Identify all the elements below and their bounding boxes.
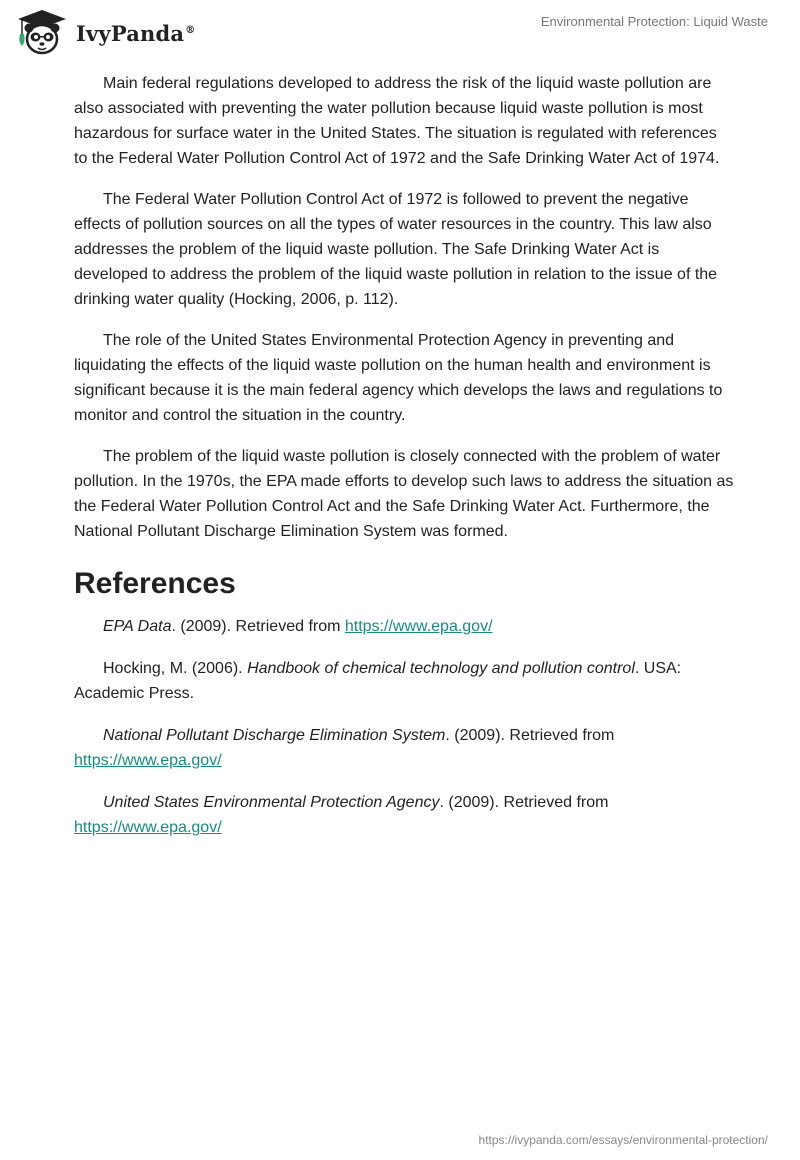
reference-item: National Pollutant Discharge Elimination System. (2009). Retrieved from https://www.epa.gov/ — [74, 727, 615, 769]
references-heading: References — [74, 567, 236, 600]
logo-wordmark: IvyPanda® — [76, 20, 196, 46]
source-url[interactable]: https://ivypanda.com/essays/environmental-protection/ — [478, 1133, 768, 1147]
panda-mascot-icon — [14, 8, 70, 56]
body-paragraph: The Federal Water Pollution Control Act of 1972 is followed to prevent the negative effects of pollution sources on all the types of water resources in the country. This law also addresses the problem of the liquid waste pollution. The Safe Drinking Water Act is developed to address the problem of the liquid waste pollution in relation to the issue of the drinking water quality (Hocking, 2006, p. 112). — [74, 191, 718, 308]
page-header — [0, 0, 800, 64]
body-paragraph: Main federal regulations developed to address the risk of the liquid waste pollution are also associated with preventing the water pollution because liquid waste pollution is most hazardous for surface water in the United States. The situation is regulated with references to the Federal Water Pollution Control Act of 1972 and the Safe Drinking Water Act of 1974. — [74, 75, 720, 167]
ivypanda-logo[interactable] — [14, 8, 195, 56]
essay-content — [74, 71, 734, 857]
reference-link[interactable]: https://www.epa.gov/ — [74, 752, 222, 769]
reference-title: Handbook of chemical technology and pollution control — [247, 660, 635, 677]
body-paragraph: The role of the United States Environmental Protection Agency in preventing and liquidating the effects of the liquid waste pollution on the human health and environment is significant because it is the main federal agency which develops the laws and regulations to monitor and control the situation in the country. — [74, 332, 723, 424]
reference-title: United States Environmental Protection Agency — [103, 794, 440, 811]
reference-item: United States Environmental Protection Agency. (2009). Retrieved from https://www.epa.gov/ — [74, 794, 609, 836]
document-title: Environmental Protection: Liquid Waste — [540, 14, 768, 29]
reference-item: Hocking, M. (2006). Handbook of chemical technology and pollution control. USA: Academic Press. — [74, 660, 682, 702]
reference-title: National Pollutant Discharge Elimination System — [103, 727, 446, 744]
body-paragraph: The problem of the liquid waste pollution is closely connected with the problem of water pollution. In the 1970s, the EPA made efforts to develop such laws to address the situation as the Federal Water Pollution Control Act and the Safe Drinking Water Act. Furthermore, the National Pollutant Discharge Elimination System was formed. — [74, 448, 734, 540]
reference-link[interactable]: https://www.epa.gov/ — [74, 819, 222, 836]
reference-link[interactable]: https://www.epa.gov/ — [344, 618, 493, 635]
reference-item: EPA Data. (2009). Retrieved from https://www.epa.gov/ — [103, 618, 493, 635]
reference-title: EPA Data — [103, 618, 172, 635]
